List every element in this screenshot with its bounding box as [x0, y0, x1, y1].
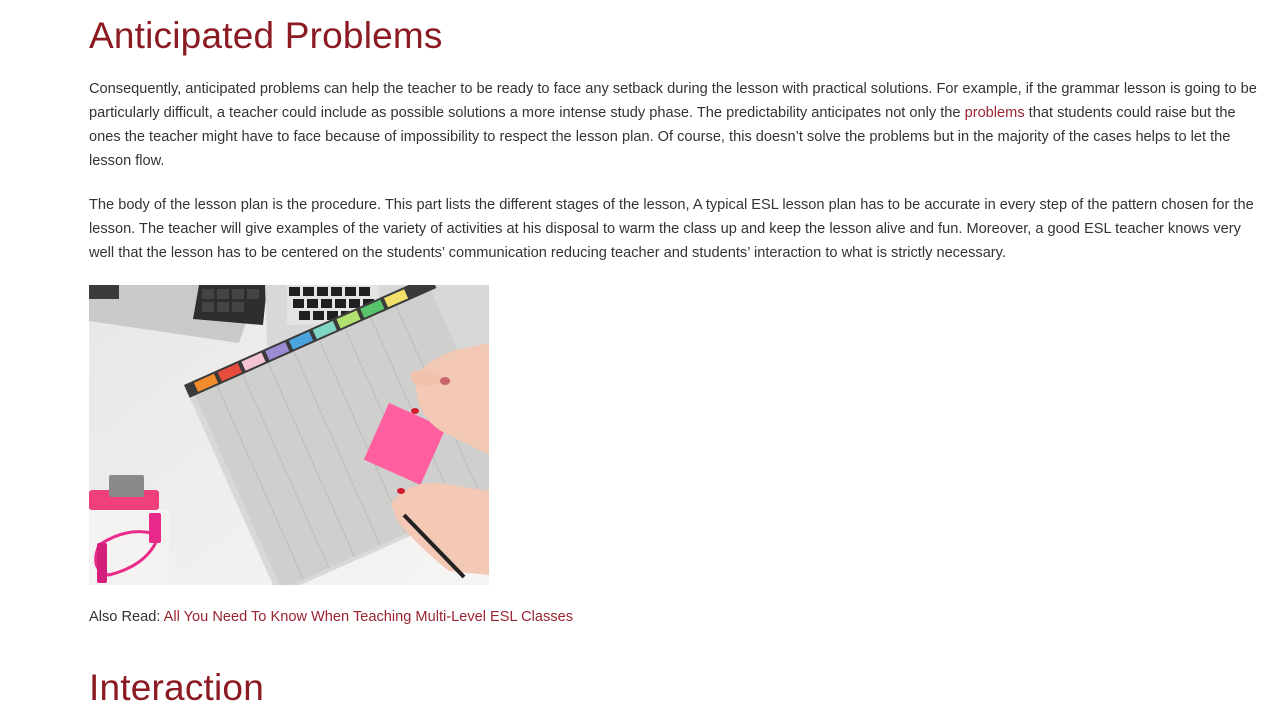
paragraph-lesson-body: The body of the lesson plan is the procedure. This part lists the different stages of the lesson, A typical ESL lesson plan has to be accurate in every step of the pattern chosen for the lesson. The teacher will give examples of the variety of activities at his disposal to warm the class up and keep the lesson alive and fun. Moreover, a good ESL teacher knows very well that the lesson has to be centered on the students’ communication reducing teacher and students’ interaction to what is strictly necessary.	[89, 197, 1254, 261]
section-heading-anticipated-problems: Anticipated Problems	[89, 15, 443, 56]
paragraph-text: that students could raise but the ones the teacher might have to face because of impossibility to respect the lesson plan. Of course, this doesn’t solve the problems but in the majority of the cases helps to let the lesson flow.	[89, 105, 1236, 169]
also-read-prefix: Also Read:	[89, 609, 164, 625]
desk-illustration	[89, 285, 489, 585]
paragraph-text: Consequently, anticipated problems can help the teacher to be ready to face any setback during the lesson with practical solutions. For example, if the grammar lesson is going to be particularly difficult, a teacher could include as possible solutions a more intense study phase. The predictability anticipates not only the	[89, 81, 1257, 121]
also-read-line	[89, 605, 573, 629]
article-photo-lesson-planner	[89, 285, 489, 585]
also-read-link[interactable]: All You Need To Know When Teaching Multi-Level ESL Classes	[163, 609, 574, 625]
problems-link[interactable]: problems	[964, 105, 1025, 121]
section-heading-interaction: Interaction	[89, 667, 264, 708]
paragraph-anticipated-problems	[89, 77, 1259, 173]
